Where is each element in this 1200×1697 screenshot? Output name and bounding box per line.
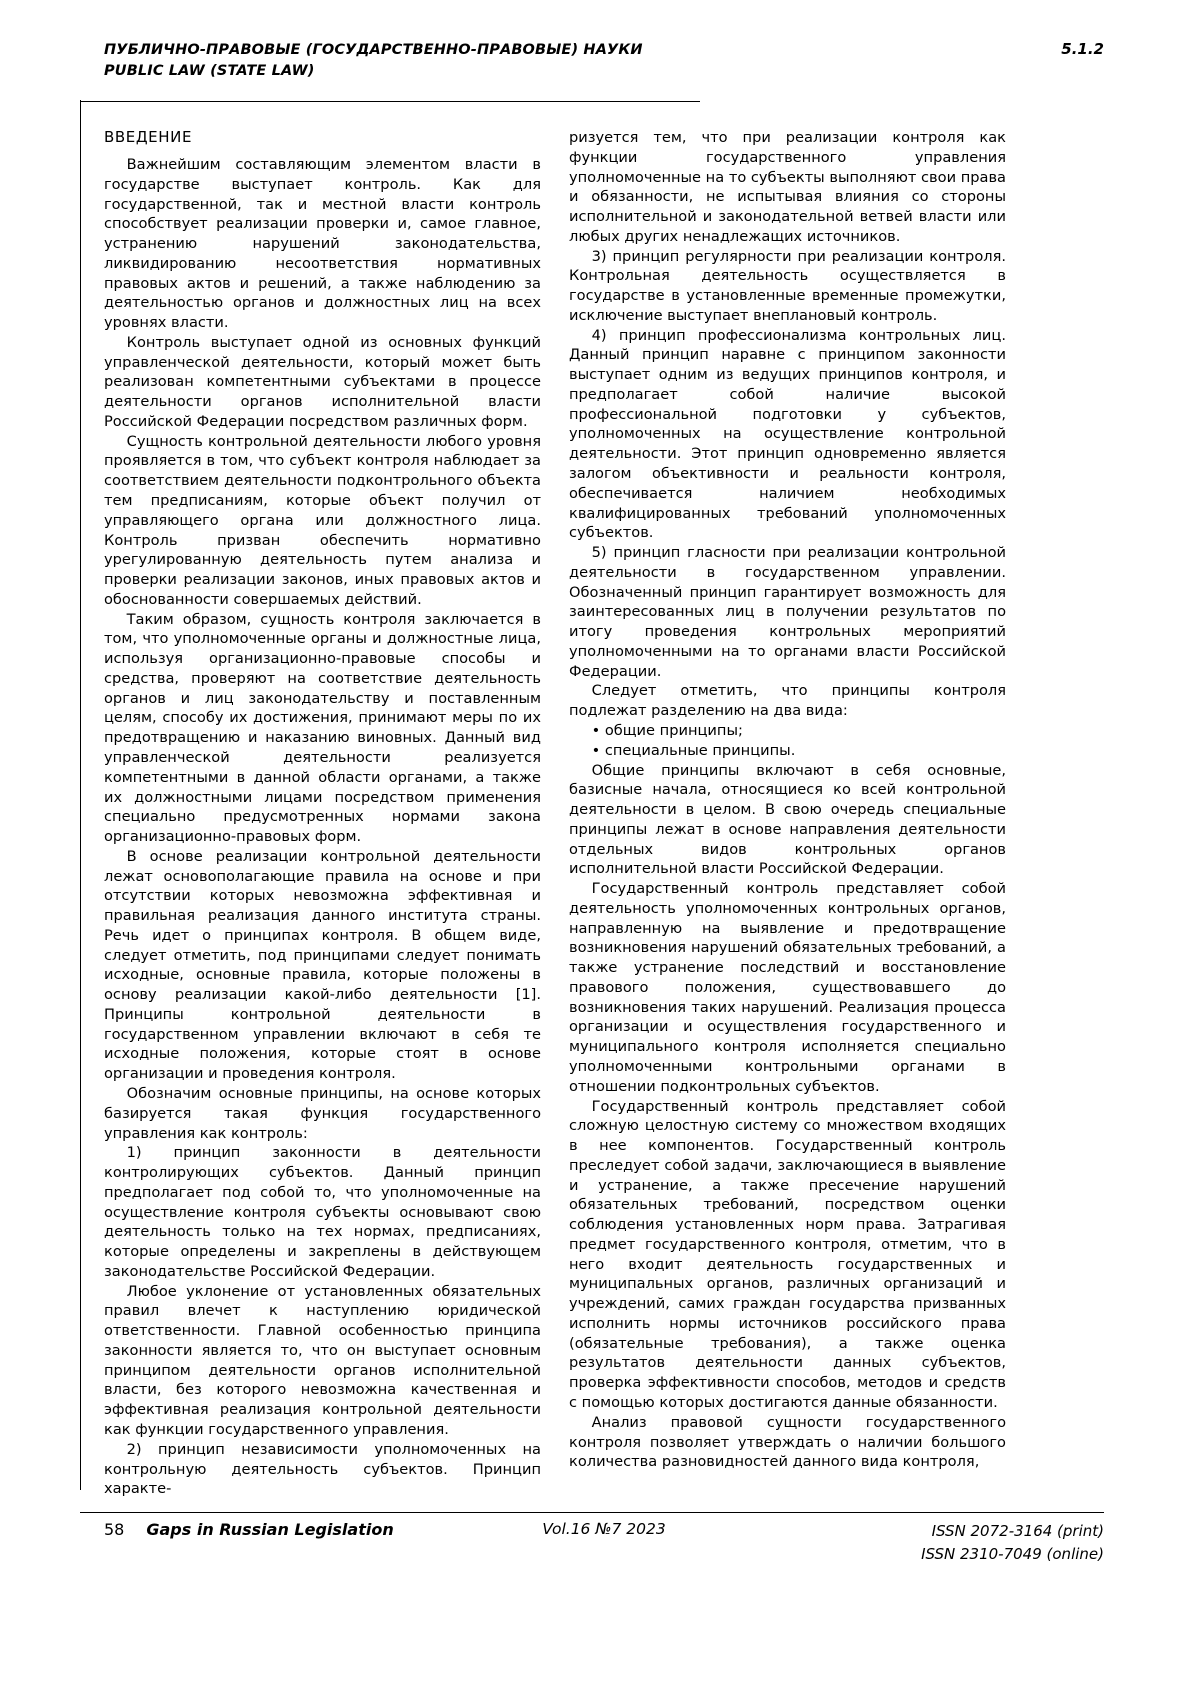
paragraph: Анализ правовой сущности государственного контроля позволяет утверждать о наличии большого количества разновидностей данного вида контроля, bbox=[569, 1413, 1006, 1471]
paragraph: Любое уклонение от установленных обязательных правил влечет к наступлению юридической ответственности. Главной особенностью принципа законности является то, что он выступает основным принципом деятельности органов исполнительной власти, без которого невозможна качественная и эффективная реализация контрольной деятельности как функции государственного управления. bbox=[104, 1282, 541, 1438]
header-title-en: PUBLIC LAW (STATE LAW) bbox=[104, 63, 315, 80]
left-column bbox=[104, 128, 541, 1499]
paragraph: 4) принцип профессионализма контрольных лиц. Данный принцип наравне с принципом законности выступает одним из ведущих принципов контроля, и предполагает собой наличие высокой профессиональной подготовки у субъектов, уполномоченных на осуществление контрольной деятельности. Этот принцип одновременно является залогом объективности и реальности контроля, обеспечивается наличием необходимых квалифицированных требований уполномоченных субъектов. bbox=[569, 326, 1006, 542]
paragraph: 1) принцип законности в деятельности контролирующих субъектов. Данный принцип предполагает под собой то, что уполномоченные на осуществление контроля субъекты основывают свою деятельность только на тех нормах, предписаниях, которые определены и закреплены в действующем законодательстве Российской Федерации. bbox=[104, 1144, 541, 1280]
paragraph: ризуется тем, что при реализации контроля как функции государственного управления уполномоченные на то субъекты выполняют свои права и обязанности, не испытывая влияния со стороны исполнительной и законодательной ветвей власти или любых других ненадлежащих источников. bbox=[569, 129, 1006, 245]
header-divider bbox=[80, 101, 700, 102]
page-footer bbox=[104, 1520, 1104, 1565]
right-column bbox=[569, 128, 1006, 1499]
paragraph: В основе реализации контрольной деятельности лежат основополагающие правила на основе и при отсутствии которых невозможна эффективная и правильная реализация данного института страны. Речь идет о принципах контроля. В общем виде, следует отметить, под принципами следует понимать исходные, основные правила, которые положены в основу реализации какой-либо деятельности [1]. Принципы контрольной деятельности в государственном управлении включают в себя те исходные положения, которые стоят в основе организации и проведения контроля. bbox=[104, 847, 541, 1083]
paragraph: Обозначим основные принципы, на основе которых базируется такая функция государственного управления как контроль: bbox=[104, 1084, 541, 1142]
page-header bbox=[104, 40, 1104, 82]
footer-divider bbox=[80, 1512, 1104, 1513]
header-title-ru: ПУБЛИЧНО-ПРАВОВЫЕ (ГОСУДАРСТВЕННО-ПРАВОВЫЕ) НАУКИ bbox=[104, 42, 643, 58]
list-item: • общие принципы; bbox=[591, 721, 743, 739]
issn-print: ISSN 2072-3164 (print) bbox=[931, 1522, 1104, 1540]
paragraph: 5) принцип гласности при реализации контрольной деятельности в государственном управлении. Обозначенный принцип гарантирует возможность для заинтересованных лиц в получении результатов по итогу проведения контрольных мероприятий уполномоченными на то органами власти Российской Федерации. bbox=[569, 544, 1006, 680]
list-item: • специальные принципы. bbox=[591, 741, 796, 759]
footer-left-group bbox=[104, 1520, 394, 1539]
paragraph: Сущность контрольной деятельности любого уровня проявляется в том, что субъект контроля наблюдает за соответствием деятельности подконтрольного объекта тем предписаниям, которые объект получил от управляющего органа или должностного лица. Контроль призван обеспечить нормативно урегулированную деятельность путем анализа и проверки реализации законов, иных правовых актов и обоснованности совершаемых действий. bbox=[104, 432, 541, 608]
article-body bbox=[104, 128, 1106, 1499]
paragraph: Важнейшим составляющим элементом власти в государстве выступает контроль. Как для государственной, так и местной власти контроль способствует реализации проверки и, самое главное, устранению нарушений законодательства, ликвидированию несоответствия нормативных правовых актов и решений, а также наблюдению за деятельностью органов и должностных лиц на всех уровнях власти. bbox=[104, 156, 541, 332]
left-margin-rule bbox=[80, 100, 81, 1490]
paragraph: 3) принцип регулярности при реализации контроля. Контрольная деятельность осуществляется в государстве в установленные временные промежутки, исключение выступает внеплановый контроль. bbox=[569, 247, 1006, 324]
paragraph: Государственный контроль представляет собой сложную целостную систему со множеством входящих в нее компонентов. Государственный контроль преследует собой задачи, заключающиеся в выявление и устранение, а также пресечение нарушений обязательных требований, посредством оценки соблюдения установленных норм права. Затрагивая предмет государственного контроля, отметим, что в него входит деятельность государственных и муниципальных органов, различных организаций и учреждений, самих граждан государства призванных исполнить нормы источников российского права (обязательные требования), а также оценка результатов деятельности данных субъектов, проверка эффективности способов, методов и средств с помощью которых достигаются данные обязанности. bbox=[569, 1097, 1006, 1411]
header-titles bbox=[104, 40, 643, 82]
paragraph: Таким образом, сущность контроля заключается в том, что уполномоченные органы и должностные лица, используя организационно-правовые способы и средства, проверяют на соответствие деятельность органов и лиц законодательству и поставленным целям, способу их достижения, принимают меры по их предотвращению и наказанию виновных. Данный вид управленческой деятельности реализуется компетентными в данной области органами, а также их должностными лицами посредством применения специально предусмотренных нормами закона организационно-правовых форм. bbox=[104, 610, 541, 846]
paragraph: 2) принцип независимости уполномоченных на контрольную деятельность субъектов. Принцип характе- bbox=[104, 1440, 541, 1498]
journal-title: Gaps in Russian Legislation bbox=[146, 1520, 394, 1539]
paragraph: Следует отметить, что принципы контроля подлежат разделению на два вида: bbox=[569, 682, 1006, 720]
paragraph: Государственный контроль представляет собой деятельность уполномоченных контрольных органов, направленную на выявление и предотвращение возникновения нарушений обязательных требований, а также устранение последствий и восстановление правового положения, существовавшего до возникновения таких нарушений. Реализация процесса организации и осуществления государственного и муниципального контроля исполняется специально уполномоченными контрольными органами в отношении подконтрольных субъектов. bbox=[569, 880, 1006, 1095]
issn-group bbox=[921, 1520, 1104, 1565]
paragraph: Контроль выступает одной из основных функций управленческой деятельности, который может быть реализован компетентными субъектами в процессе деятельности органов исполнительной власти Российской Федерации посредством различных форм. bbox=[104, 333, 541, 430]
issue-info: Vol.16 №7 2023 bbox=[542, 1520, 666, 1538]
page-number: 58 bbox=[104, 1520, 125, 1539]
header-section-code: 5.1.2 bbox=[1061, 40, 1104, 58]
section-heading-introduction: ВВЕДЕНИЕ bbox=[104, 128, 193, 146]
paragraph: Общие принципы включают в себя основные, базисные начала, относящиеся ко всей контрольной деятельности в целом. В свою очередь специальные принципы лежат в основе направления деятельности отдельных видов контрольных органов исполнительной власти Российской Федерации. bbox=[569, 761, 1006, 878]
issn-online: ISSN 2310-7049 (online) bbox=[921, 1544, 1104, 1563]
